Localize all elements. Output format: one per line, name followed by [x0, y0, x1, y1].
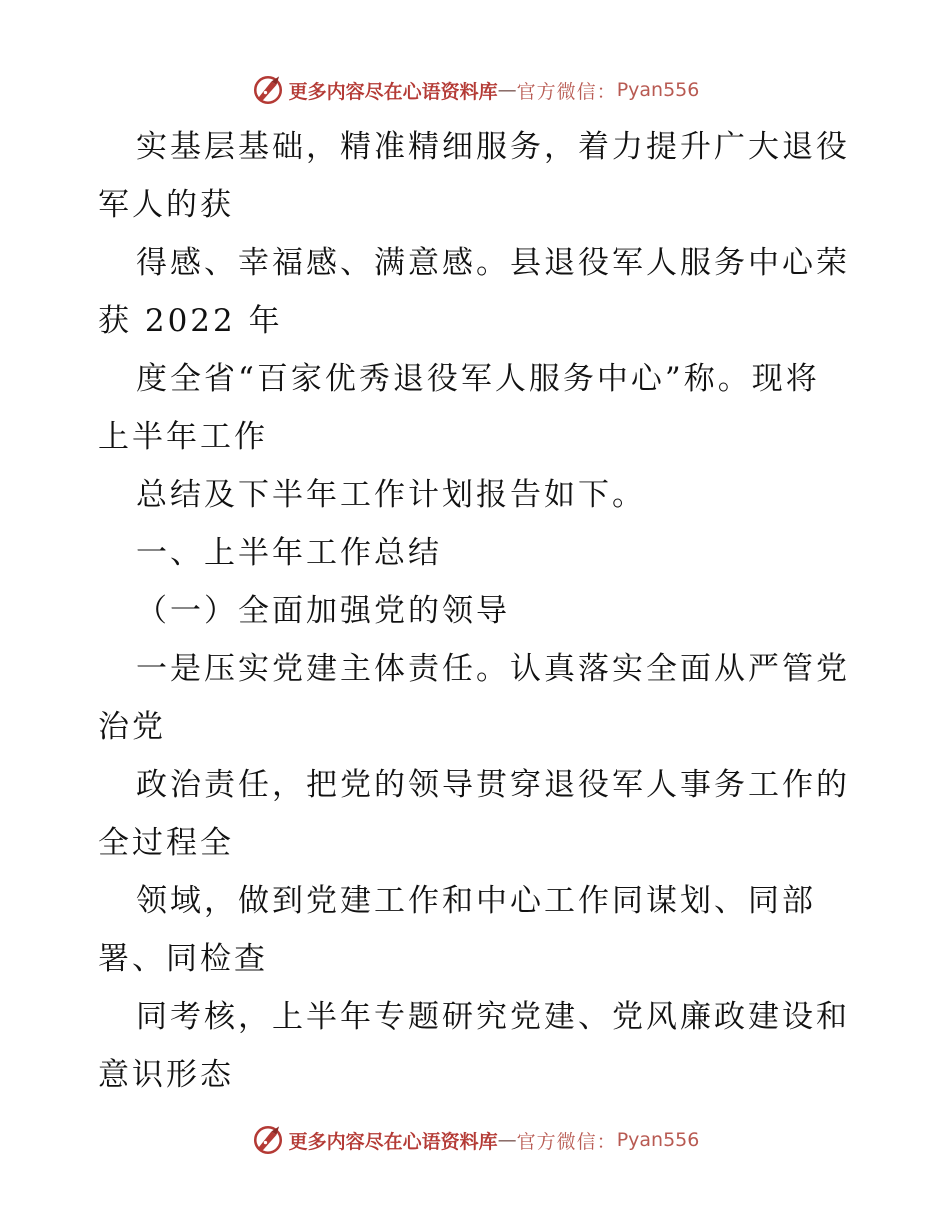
banner-wechat-label: 官方微信：: [516, 1130, 617, 1153]
text-line: 意识形态: [98, 1057, 234, 1093]
pen-nib-logo-icon: [251, 73, 285, 107]
text-line: 治党: [98, 709, 166, 745]
text-line: 军人的获: [98, 187, 234, 223]
text-line: 全过程全: [98, 825, 234, 861]
text-line: 得感、幸福感、满意感。县退役军人服务中心荣: [136, 245, 850, 281]
text-line: 度全省“百家优秀退役军人服务中心”称。现将: [136, 361, 820, 397]
section-heading: 一、上半年工作总结: [136, 535, 442, 571]
text-line: 获 2022 年: [98, 303, 283, 339]
text-line: 政治责任，把党的领导贯穿退役军人事务工作的: [136, 767, 850, 803]
banner-wechat-id: Pyan556: [616, 79, 700, 101]
text-line: 总结及下半年工作计划报告如下。: [136, 477, 646, 513]
banner-wechat-label: 官方微信：: [516, 80, 617, 103]
footer-watermark-banner: [0, 1120, 950, 1160]
text-line: 上半年工作: [98, 419, 268, 455]
pen-nib-logo-icon: [251, 1123, 285, 1157]
text-line: 同考核，上半年专题研究党建、党风廉政建设和: [136, 999, 850, 1035]
text-line: 实基层基础，精准精细服务，着力提升广大退役: [136, 129, 850, 165]
banner-main-text: 更多内容尽在心语资料库: [288, 80, 498, 103]
subsection-heading: （一）全面加强党的领导: [136, 593, 510, 629]
banner-separator: —: [497, 79, 517, 101]
text-line: 一是压实党建主体责任。认真落实全面从严管党: [136, 651, 850, 687]
document-body: [98, 118, 858, 1104]
banner-separator: —: [497, 1129, 517, 1151]
text-line: 署、同检查: [98, 941, 268, 977]
header-watermark-banner: [0, 70, 950, 110]
text-line: 领域，做到党建工作和中心工作同谋划、同部: [136, 883, 816, 919]
banner-wechat-id: Pyan556: [616, 1129, 700, 1151]
banner-main-text: 更多内容尽在心语资料库: [288, 1130, 498, 1153]
